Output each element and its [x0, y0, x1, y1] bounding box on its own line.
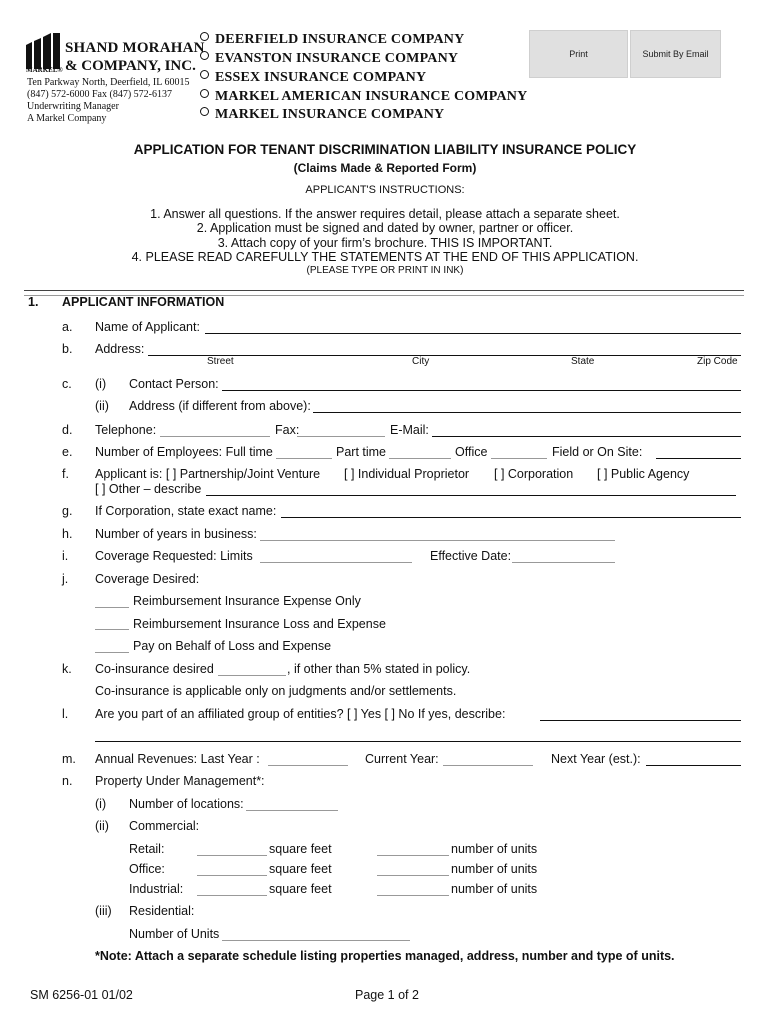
logo-markel: MARKEL®: [26, 66, 63, 74]
item-letter: a.: [62, 320, 73, 334]
item-letter: m.: [62, 752, 76, 766]
alt-address-field[interactable]: [313, 411, 741, 413]
coverage-option-2-label: Reimbursement Insurance Loss and Expense: [133, 617, 386, 631]
company-option-deerfield[interactable]: DEERFIELD INSURANCE COMPANY: [200, 32, 464, 48]
affiliated-describe-field[interactable]: [540, 719, 741, 721]
instruction-2: 2. Application must be signed and dated by owner, partner or officer.: [196, 221, 574, 235]
effective-date-field[interactable]: [512, 561, 615, 563]
applicant-name-field[interactable]: [205, 332, 741, 334]
divider: [24, 290, 744, 291]
industrial-sqft-field[interactable]: [197, 894, 267, 896]
retail-label: Retail:: [129, 842, 165, 856]
years-field[interactable]: [260, 539, 615, 541]
radio-circle-icon: [200, 51, 209, 60]
employees-part-label: Part time: [336, 445, 387, 459]
last-year-revenue-label: Annual Revenues: Last Year :: [95, 752, 260, 766]
section-number: 1.: [28, 295, 39, 309]
form-title: APPLICATION FOR TENANT DISCRIMINATION LIABILITY INSURANCE POLICY: [133, 142, 637, 157]
employees-field-label: Field or On Site:: [552, 445, 643, 459]
item-letter: e.: [62, 445, 73, 459]
item-letter: n.: [62, 774, 73, 788]
item-letter: c.: [62, 377, 72, 391]
sub-item-number: (iii): [95, 904, 112, 918]
item-letter: i.: [62, 549, 69, 563]
checkbox-individual[interactable]: [ ] Individual Proprietor: [344, 467, 470, 481]
company-option-markel-american[interactable]: MARKEL AMERICAN INSURANCE COMPANY: [200, 89, 527, 105]
employees-full-label: Number of Employees: Full time: [95, 445, 273, 459]
sub-item-number: (i): [95, 797, 107, 811]
residential-units-field[interactable]: [222, 939, 410, 941]
radio-circle-icon: [200, 32, 209, 41]
item-letter: b.: [62, 342, 73, 356]
address-line-1: Ten Parkway North, Deerfield, IL 60015: [27, 77, 190, 88]
industrial-label: Industrial:: [129, 882, 184, 896]
industrial-units-field[interactable]: [377, 894, 449, 896]
item-letter: d.: [62, 423, 73, 437]
telephone-field[interactable]: [160, 435, 270, 437]
fax-label: Fax:: [275, 423, 300, 437]
sub-item-number: (ii): [95, 819, 109, 833]
address-line-3: Underwriting Manager: [27, 101, 119, 112]
type-note: (PLEASE TYPE OR PRINT IN INK): [306, 265, 464, 276]
radio-circle-icon: [200, 89, 209, 98]
locations-field[interactable]: [246, 809, 338, 811]
address-line-4: A Markel Company: [27, 113, 107, 124]
corp-name-field[interactable]: [281, 516, 741, 518]
coverage-option-1-label: Reimbursement Insurance Expense Only: [133, 594, 361, 608]
checkbox-partnership[interactable]: Applicant is: [ ] Partnership/Joint Venture: [95, 467, 321, 481]
contact-person-label: Contact Person:: [129, 377, 219, 391]
markel-logo-icon: [24, 33, 62, 69]
item-letter: j.: [62, 572, 69, 586]
instruction-4: 4. PLEASE READ CAREFULLY THE STATEMENTS AT THE END OF THIS APPLICATION.: [131, 250, 639, 264]
contact-person-field[interactable]: [222, 389, 741, 391]
item-letter: f.: [62, 467, 69, 481]
radio-circle-icon: [200, 70, 209, 79]
employees-full-field[interactable]: [276, 457, 332, 459]
form-subtitle: (Claims Made & Reported Form): [293, 161, 477, 175]
page-number: Page 1 of 2: [355, 988, 419, 1002]
current-year-revenue-field[interactable]: [443, 764, 533, 766]
logo-name-line2: & COMPANY, INC.: [65, 58, 196, 74]
form-id: SM 6256-01 01/02: [30, 988, 133, 1002]
next-year-revenue-label: Next Year (est.):: [551, 752, 641, 766]
coverage-option-1-field[interactable]: [95, 606, 129, 608]
effective-date-label: Effective Date:: [430, 549, 512, 563]
email-field[interactable]: [432, 435, 741, 437]
coverage-option-2-field[interactable]: [95, 628, 129, 630]
units-label: number of units: [451, 862, 538, 876]
logo-name-line1: SHAND MORAHAN: [65, 40, 205, 56]
years-label: Number of years in business:: [95, 527, 257, 541]
company-option-essex[interactable]: ESSEX INSURANCE COMPANY: [200, 70, 426, 86]
zip-label: Zip Code: [697, 356, 738, 367]
print-button[interactable]: Print: [529, 30, 628, 78]
submit-email-button[interactable]: Submit By Email: [630, 30, 721, 78]
coverage-option-3-field[interactable]: [95, 651, 129, 653]
sub-item-number: (i): [95, 377, 107, 391]
retail-units-field[interactable]: [377, 854, 449, 856]
limits-field[interactable]: [260, 561, 412, 563]
item-letter: g.: [62, 504, 73, 518]
limits-label: Coverage Requested: Limits: [95, 549, 253, 563]
employees-office-field[interactable]: [491, 457, 547, 459]
sqft-label: square feet: [269, 882, 332, 896]
checkbox-other[interactable]: [ ] Other – describe: [95, 482, 202, 496]
instruction-3: 3. Attach copy of your firm’s brochure. THIS IS IMPORTANT.: [217, 236, 553, 250]
schedule-note: *Note: Attach a separate schedule listing properties managed, address, number and type of units.: [95, 949, 675, 963]
units-label: number of units: [451, 882, 538, 896]
item-letter: k.: [62, 662, 72, 676]
commercial-label: Commercial:: [129, 819, 200, 833]
locations-label: Number of locations:: [129, 797, 244, 811]
address-line-2: (847) 572-6000 Fax (847) 572-6137: [27, 89, 172, 100]
section-title: APPLICANT INFORMATION: [62, 295, 225, 309]
item-letter: h.: [62, 527, 73, 541]
residential-units-label: Number of Units: [129, 927, 220, 941]
item-letter: l.: [62, 707, 69, 721]
alt-address-label: Address (if different from above):: [129, 399, 311, 413]
employees-field-field[interactable]: [656, 457, 741, 459]
next-year-revenue-field[interactable]: [646, 764, 741, 766]
office-sqft-field[interactable]: [197, 874, 267, 876]
fax-field[interactable]: [297, 435, 385, 437]
affiliated-describe-field-2[interactable]: [95, 740, 741, 742]
checkbox-public-agency[interactable]: [ ] Public Agency: [597, 467, 690, 481]
sqft-label: square feet: [269, 862, 332, 876]
coinsurance-label: Co-insurance desired: [95, 662, 214, 676]
office-label: Office:: [129, 862, 165, 876]
company-option-evanston[interactable]: EVANSTON INSURANCE COMPANY: [200, 51, 458, 67]
telephone-label: Telephone:: [95, 423, 157, 437]
property-label: Property Under Management*:: [95, 774, 265, 788]
checkbox-corporation[interactable]: [ ] Corporation: [494, 467, 574, 481]
email-label: E-Mail:: [390, 423, 429, 437]
instruction-1: 1. Answer all questions. If the answer requires detail, please attach a separate sheet.: [150, 207, 620, 221]
employees-part-field[interactable]: [389, 457, 451, 459]
street-label: Street: [207, 356, 234, 367]
affiliated-question: Are you part of an affiliated group of entities? [ ] Yes [ ] No If yes, describe:: [95, 707, 506, 721]
employees-office-label: Office: [455, 445, 488, 459]
corp-name-label: If Corporation, state exact name:: [95, 504, 277, 518]
address-field[interactable]: [148, 354, 741, 356]
sqft-label: square feet: [269, 842, 332, 856]
coinsurance-note: Co-insurance is applicable only on judgments and/or settlements.: [95, 684, 457, 698]
coverage-option-3-label: Pay on Behalf of Loss and Expense: [133, 639, 332, 653]
residential-label: Residential:: [129, 904, 195, 918]
company-option-markel[interactable]: MARKEL INSURANCE COMPANY: [200, 107, 444, 123]
radio-circle-icon: [200, 107, 209, 116]
address-label: Address:: [95, 342, 145, 356]
other-describe-field[interactable]: [206, 494, 736, 496]
units-label: number of units: [451, 842, 538, 856]
coinsurance-field[interactable]: [218, 674, 286, 676]
last-year-revenue-field[interactable]: [268, 764, 348, 766]
office-units-field[interactable]: [377, 874, 449, 876]
coverage-desired-label: Coverage Desired:: [95, 572, 200, 586]
coinsurance-suffix: , if other than 5% stated in policy.: [287, 662, 471, 676]
applicant-name-label: Name of Applicant:: [95, 320, 200, 334]
retail-sqft-field[interactable]: [197, 854, 267, 856]
current-year-revenue-label: Current Year:: [365, 752, 439, 766]
city-label: City: [412, 356, 430, 367]
instructions-heading: APPLICANT'S INSTRUCTIONS:: [305, 184, 465, 196]
state-label: State: [571, 356, 595, 367]
sub-item-number: (ii): [95, 399, 109, 413]
